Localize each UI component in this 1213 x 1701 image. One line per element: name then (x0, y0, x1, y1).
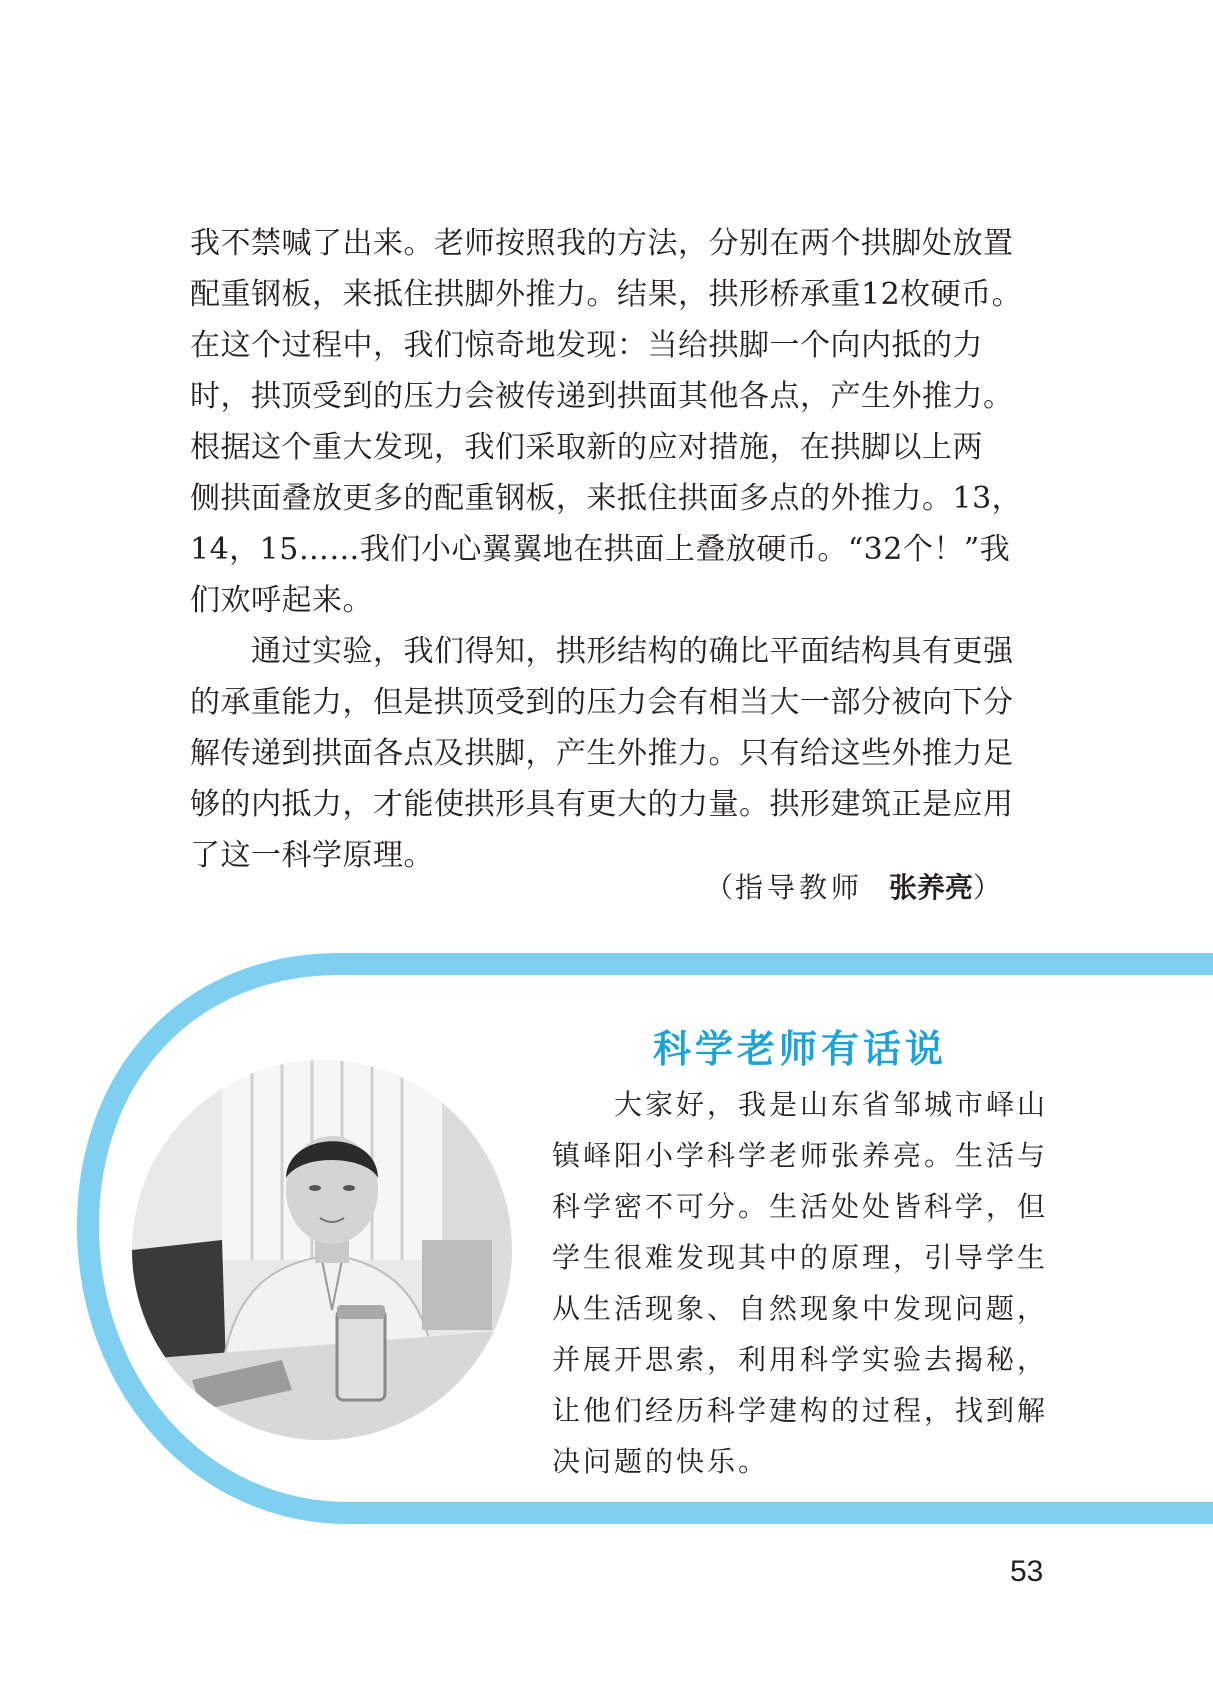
teacher-panel-line: 决问题的快乐。 (552, 1445, 770, 1478)
article-line: 们欢呼起来。 (190, 583, 373, 618)
teacher-panel-line: 从生活现象、自然现象中发现问题， (552, 1292, 1049, 1325)
credit-close-paren: ） (972, 871, 1003, 904)
teacher-panel-line: 学生很难发现其中的原理，引导学生 (552, 1241, 1049, 1274)
article-line: 解传递到拱面各点及拱脚，产生外推力。只有给这些外推力足 (190, 736, 1014, 771)
article-line: 够的内抵力，才能使拱形具有更大的力量。拱形建筑正是应用 (190, 787, 1014, 822)
teacher-panel-line: 镇峄阳小学科学老师张养亮。生活与 (552, 1139, 1049, 1172)
article-line: 通过实验，我们得知，拱形结构的确比平面结构具有更强 (190, 634, 1014, 669)
teacher-panel-line: 并展开思索，利用科学实验去揭秘， (552, 1343, 1049, 1376)
article-line: 在这个过程中，我们惊奇地发现：当给拱脚一个向内抵的力 (190, 328, 983, 363)
teacher-photo (132, 1060, 512, 1440)
article-line: 时，拱顶受到的压力会被传递到拱面其他各点，产生外推力。 (190, 379, 1014, 414)
article-line: 了这一科学原理。 (190, 838, 434, 873)
teacher-panel-line: 大家好，我是山东省邹城市峄山 (552, 1088, 1049, 1121)
article-line: 侧拱面叠放更多的配重钢板，来抵住拱面多点的外推力。13， (190, 481, 1023, 516)
teacher-portrait-icon (132, 1060, 512, 1440)
article-line: 14，15……我们小心翼翼地在拱面上叠放硬币。“32个！”我 (190, 532, 1011, 567)
article-line: 的承重能力，但是拱顶受到的压力会有相当大一部分被向下分 (190, 685, 1014, 720)
article-line: 配重钢板，来抵住拱脚外推力。结果，拱形桥承重12枚硬币。 (190, 277, 1023, 312)
teacher-panel-line: 让他们经历科学建构的过程，找到解 (552, 1394, 1049, 1427)
teacher-panel-line: 科学密不可分。生活处处皆科学，但 (552, 1190, 1049, 1223)
teacher-panel-text (552, 1079, 1062, 1487)
credit-role: 指导教师 (734, 871, 863, 904)
credit-name: 张养亮 (888, 871, 973, 904)
article-line: 我不禁喊了出来。老师按照我的方法，分别在两个拱脚处放置 (190, 226, 1014, 261)
credit-open-paren: （ (704, 871, 735, 904)
page-number: 53 (1010, 1555, 1044, 1588)
teacher-panel-title: 科学老师有话说 (652, 1027, 947, 1071)
article-line: 根据这个重大发现，我们采取新的应对措施，在拱脚以上两 (190, 430, 983, 465)
